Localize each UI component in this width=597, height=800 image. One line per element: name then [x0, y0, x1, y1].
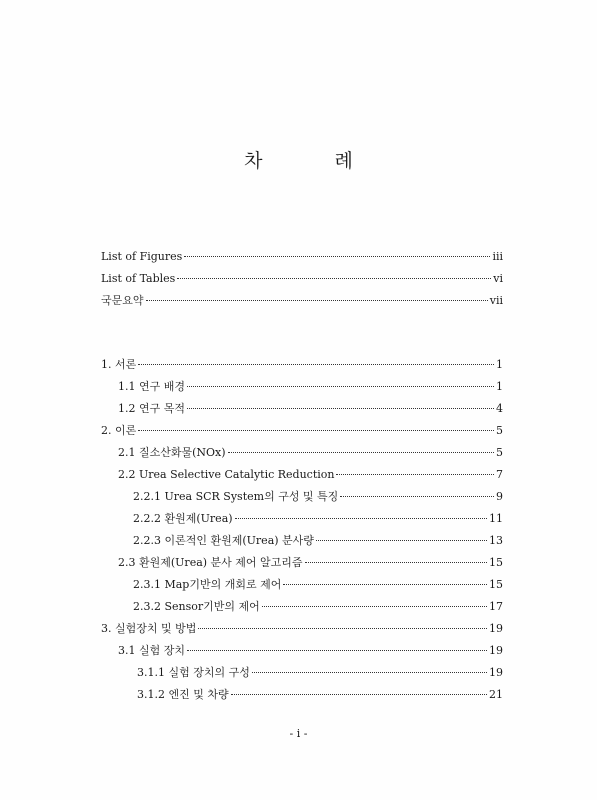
toc-label: 국문요약 [101, 294, 144, 307]
toc-leader-dots [262, 605, 487, 607]
toc-label: 2.2.1 Urea SCR System의 구성 및 특징 [133, 490, 339, 503]
toc-leader-dots [138, 429, 494, 431]
toc-page-number: 1 [496, 380, 503, 393]
toc-leader-dots [177, 277, 491, 279]
toc-page-number: 15 [489, 578, 503, 591]
toc-page-number: 15 [489, 556, 503, 569]
toc-page-number: 19 [489, 644, 503, 657]
toc-leader-dots [283, 583, 487, 585]
toc-label: 3. 실험장치 및 방법 [101, 622, 197, 635]
toc-page-number: iii [492, 250, 503, 263]
toc-entry-2-3 [118, 556, 503, 570]
toc-page-number: 13 [489, 534, 503, 547]
toc-entry-ch3 [101, 622, 503, 636]
toc-leader-dots [138, 363, 494, 365]
toc-leader-dots [184, 255, 490, 257]
toc-label: 1.2 연구 목적 [118, 402, 185, 415]
toc-page-number: 17 [489, 600, 503, 613]
toc-label: List of Figures [101, 250, 183, 263]
toc-leader-dots [235, 517, 487, 519]
toc-leader-dots [146, 299, 488, 301]
toc-page-number: 4 [496, 402, 503, 415]
toc-entry-2-3-1 [133, 578, 503, 592]
toc-entry-2-2-1 [133, 490, 503, 504]
toc-page-number: vii [489, 294, 503, 307]
toc-entry-2-1 [118, 446, 503, 460]
toc-entry-3-1-1 [137, 666, 503, 680]
toc-label: 2.3.2 Sensor기반의 제어 [133, 600, 260, 613]
title-right: 례 [334, 150, 353, 172]
toc-page-number: 19 [489, 666, 503, 679]
toc-label: 3.1 실험 장치 [118, 644, 185, 657]
toc-leader-dots [316, 539, 487, 541]
toc-leader-dots [187, 385, 494, 387]
toc-entry-ch2 [101, 424, 503, 438]
toc-label: 2.1 질소산화물(NOx) [118, 446, 226, 459]
toc-entry-2-3-2 [133, 600, 503, 614]
toc-label: 3.1.2 엔진 및 차량 [137, 688, 229, 701]
page-title [0, 146, 597, 173]
toc-label: 1.1 연구 배경 [118, 380, 185, 393]
toc-label: 2. 이론 [101, 424, 137, 437]
toc-leader-dots [340, 495, 494, 497]
toc-label: 2.2.3 이론적인 환원제(Urea) 분사량 [133, 534, 314, 547]
toc-page-number: 19 [489, 622, 503, 635]
toc-label: 2.3 환원제(Urea) 분사 제어 알고리즘 [118, 556, 303, 569]
toc-leader-dots [228, 451, 494, 453]
toc-front-list-of-tables [101, 272, 503, 286]
toc-page-number: 5 [496, 424, 503, 437]
toc-leader-dots [187, 649, 487, 651]
toc-entry-2-2-3 [133, 534, 503, 548]
toc-label: List of Tables [101, 272, 176, 285]
toc-leader-dots [198, 627, 487, 629]
title-left: 차 [244, 150, 263, 172]
toc-leader-dots [187, 407, 494, 409]
toc-page-number: 9 [496, 490, 503, 503]
toc-leader-dots [336, 473, 494, 475]
toc-entry-2-2 [118, 468, 503, 482]
toc-page-number: 5 [496, 446, 503, 459]
toc-label: 2.2 Urea Selective Catalytic Reduction [118, 468, 335, 481]
toc-entry-3-1 [118, 644, 503, 658]
toc-front-list-of-figures [101, 250, 503, 264]
toc-label: 2.3.1 Map기반의 개회로 제어 [133, 578, 282, 591]
toc-entry-ch1 [101, 358, 503, 372]
toc-page-number: 11 [489, 512, 503, 525]
toc-front-korean-abstract [101, 294, 503, 308]
toc-label: 2.2.2 환원제(Urea) [133, 512, 233, 525]
toc-leader-dots [231, 693, 487, 695]
toc-leader-dots [305, 561, 487, 563]
toc-page-number: 21 [489, 688, 503, 701]
toc-label: 1. 서론 [101, 358, 137, 371]
toc-page-number: 1 [496, 358, 503, 371]
toc-entry-1-1 [118, 380, 503, 394]
toc-label: 3.1.1 실험 장치의 구성 [137, 666, 250, 679]
toc-page-number: 7 [496, 468, 503, 481]
toc-entry-2-2-2 [133, 512, 503, 526]
toc-entry-3-1-2 [137, 688, 503, 702]
page-number: - i - [289, 727, 308, 740]
toc-entry-1-2 [118, 402, 503, 416]
toc-page-number: vi [493, 272, 503, 285]
toc-leader-dots [252, 671, 487, 673]
